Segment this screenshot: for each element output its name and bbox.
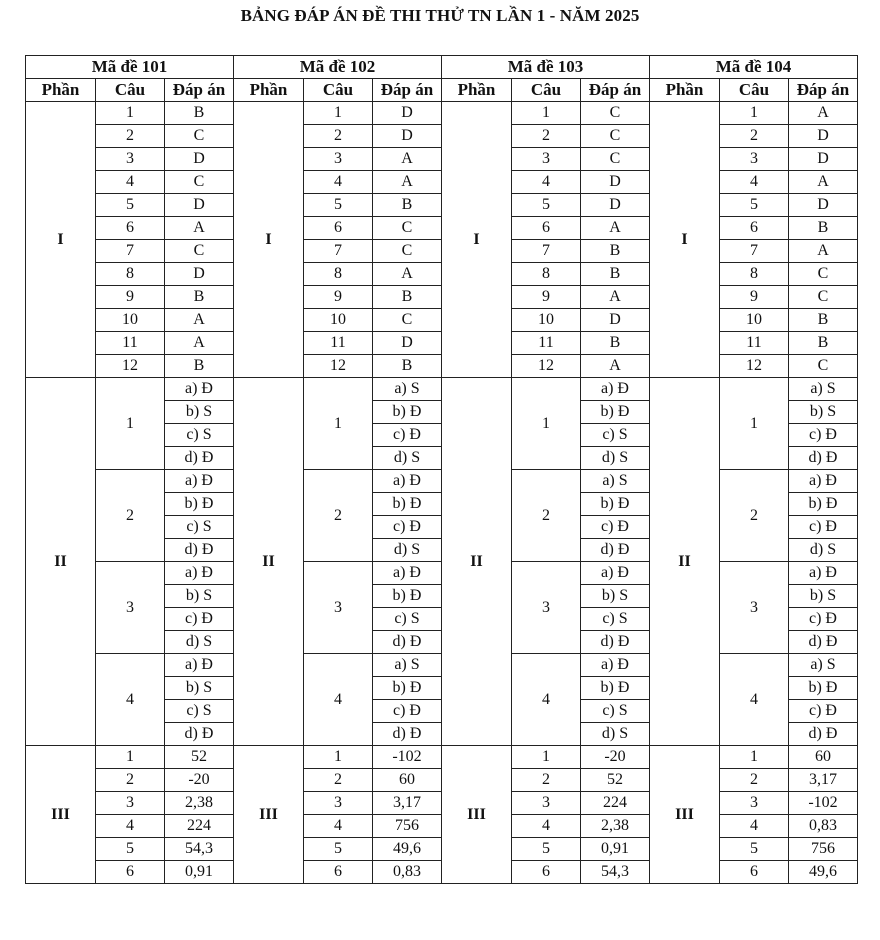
question-number: 9 [304,286,373,309]
true-false-answer: a) S [789,654,858,677]
true-false-answer: c) Đ [789,424,858,447]
question-number: 2 [720,470,789,562]
answer-cell: -102 [373,746,442,769]
question-number: 4 [96,815,165,838]
true-false-answer: a) Đ [789,470,858,493]
true-false-answer: d) S [373,539,442,562]
question-number: 3 [720,148,789,171]
true-false-answer: c) S [581,700,650,723]
answer-cell: C [581,102,650,125]
answer-cell: A [789,240,858,263]
answer-cell: 0,83 [373,861,442,884]
true-false-answer: b) S [165,401,234,424]
true-false-answer: b) Đ [581,401,650,424]
part-label: I [26,102,96,378]
true-false-answer: b) Đ [789,677,858,700]
true-false-answer: c) Đ [581,516,650,539]
answer-cell: B [581,332,650,355]
question-number: 3 [720,562,789,654]
col-header-cau: Câu [512,79,581,102]
question-number: 2 [304,769,373,792]
answer-cell: D [789,148,858,171]
true-false-answer: d) S [373,447,442,470]
answer-cell: 0,91 [581,838,650,861]
question-number: 2 [96,769,165,792]
answer-cell: B [789,332,858,355]
answer-cell: D [373,102,442,125]
question-number: 9 [720,286,789,309]
true-false-answer: d) Đ [581,539,650,562]
true-false-answer: a) Đ [165,378,234,401]
answer-cell: A [581,355,650,378]
answer-cell: C [789,286,858,309]
question-number: 6 [304,217,373,240]
answer-cell: 49,6 [789,861,858,884]
answer-cell: B [789,309,858,332]
answer-cell: D [789,194,858,217]
answer-cell: B [165,286,234,309]
answer-cell: C [165,240,234,263]
true-false-answer: b) S [165,585,234,608]
question-number: 1 [304,102,373,125]
answer-cell: B [373,194,442,217]
answer-cell: A [789,171,858,194]
true-false-answer: a) S [789,378,858,401]
question-number: 3 [304,148,373,171]
true-false-answer: c) Đ [165,608,234,631]
answer-cell: D [373,332,442,355]
question-number: 5 [96,194,165,217]
answer-cell: -102 [789,792,858,815]
question-number: 1 [512,378,581,470]
answer-cell: D [581,171,650,194]
col-header-dap-an: Đáp án [789,79,858,102]
true-false-answer: d) S [581,447,650,470]
question-number: 5 [720,838,789,861]
question-number: 10 [512,309,581,332]
true-false-answer: c) S [373,608,442,631]
question-number: 11 [96,332,165,355]
answer-cell: D [789,125,858,148]
question-number: 4 [96,171,165,194]
answer-cell: 2,38 [165,792,234,815]
true-false-answer: d) S [581,723,650,746]
question-number: 11 [512,332,581,355]
answer-cell: 3,17 [789,769,858,792]
answer-cell: 0,83 [789,815,858,838]
question-number: 10 [720,309,789,332]
col-header-dap-an: Đáp án [581,79,650,102]
question-number: 8 [304,263,373,286]
question-number: 12 [720,355,789,378]
question-number: 1 [96,378,165,470]
question-number: 4 [96,654,165,746]
question-number: 3 [304,792,373,815]
question-number: 7 [720,240,789,263]
answer-cell: A [373,148,442,171]
answer-cell: A [581,286,650,309]
true-false-answer: c) Đ [373,700,442,723]
answer-cell: D [581,309,650,332]
question-number: 2 [304,470,373,562]
true-false-answer: b) Đ [581,677,650,700]
col-header-phan: Phần [234,79,304,102]
part-label: II [26,378,96,746]
true-false-answer: d) Đ [165,723,234,746]
question-number: 3 [512,562,581,654]
true-false-answer: a) Đ [373,562,442,585]
true-false-answer: c) S [165,516,234,539]
part-label: I [442,102,512,378]
true-false-answer: a) Đ [165,562,234,585]
answer-cell: B [581,263,650,286]
true-false-answer: a) Đ [581,562,650,585]
question-number: 4 [720,171,789,194]
exam-code-header: Mã đề 101 [26,56,234,79]
true-false-answer: c) Đ [789,700,858,723]
col-header-dap-an: Đáp án [165,79,234,102]
true-false-answer: d) Đ [373,723,442,746]
question-number: 6 [720,217,789,240]
answer-cell: D [373,125,442,148]
part-label: I [234,102,304,378]
exam-code-header: Mã đề 104 [650,56,858,79]
answer-cell: B [373,286,442,309]
true-false-answer: a) S [581,470,650,493]
question-number: 2 [304,125,373,148]
answer-cell: C [165,125,234,148]
question-number: 5 [96,838,165,861]
true-false-answer: d) S [789,539,858,562]
col-header-dap-an: Đáp án [373,79,442,102]
answer-cell: 756 [373,815,442,838]
true-false-answer: d) Đ [789,723,858,746]
part2-row [26,378,858,401]
question-number: 8 [720,263,789,286]
question-number: 3 [96,562,165,654]
question-number: 5 [720,194,789,217]
answer-cell: B [789,217,858,240]
true-false-answer: a) S [373,378,442,401]
question-number: 9 [512,286,581,309]
answer-cell: 49,6 [373,838,442,861]
answer-cell: C [789,355,858,378]
question-number: 11 [304,332,373,355]
true-false-answer: c) Đ [373,516,442,539]
question-number: 6 [96,861,165,884]
part-label: III [442,746,512,884]
true-false-answer: b) S [789,401,858,424]
question-number: 4 [720,815,789,838]
true-false-answer: c) Đ [373,424,442,447]
exam-code-header: Mã đề 102 [234,56,442,79]
true-false-answer: b) Đ [165,493,234,516]
answer-cell: -20 [581,746,650,769]
question-number: 1 [512,102,581,125]
col-header-cau: Câu [96,79,165,102]
true-false-answer: a) S [373,654,442,677]
question-number: 2 [96,125,165,148]
true-false-answer: b) Đ [373,677,442,700]
question-number: 6 [96,217,165,240]
question-number: 5 [304,194,373,217]
true-false-answer: a) Đ [581,378,650,401]
part-label: II [650,378,720,746]
question-number: 4 [304,815,373,838]
question-number: 4 [512,171,581,194]
question-number: 6 [512,217,581,240]
true-false-answer: b) Đ [789,493,858,516]
true-false-answer: a) Đ [373,470,442,493]
question-number: 12 [512,355,581,378]
question-number: 5 [512,838,581,861]
answer-cell: C [373,240,442,263]
answer-cell: A [165,217,234,240]
true-false-answer: a) Đ [165,470,234,493]
part-label: III [650,746,720,884]
answer-cell: 54,3 [581,861,650,884]
answer-cell: 0,91 [165,861,234,884]
exam-code-header-row [26,56,858,79]
question-number: 8 [96,263,165,286]
question-number: 6 [720,861,789,884]
answer-cell: 60 [373,769,442,792]
part1-row [26,102,858,125]
question-number: 4 [720,654,789,746]
true-false-answer: c) Đ [789,516,858,539]
col-header-cau: Câu [720,79,789,102]
question-number: 9 [96,286,165,309]
true-false-answer: d) Đ [165,447,234,470]
question-number: 3 [512,792,581,815]
true-false-answer: b) Đ [373,493,442,516]
answer-cell: C [581,148,650,171]
question-number: 3 [512,148,581,171]
true-false-answer: c) S [165,424,234,447]
question-number: 2 [720,125,789,148]
answer-cell: C [373,217,442,240]
part-label: II [234,378,304,746]
question-number: 5 [304,838,373,861]
question-number: 3 [96,792,165,815]
col-header-cau: Câu [304,79,373,102]
question-number: 2 [512,125,581,148]
answer-cell: B [373,355,442,378]
true-false-answer: c) S [165,700,234,723]
part-label: II [442,378,512,746]
true-false-answer: b) S [165,677,234,700]
question-number: 4 [512,815,581,838]
answer-cell: C [165,171,234,194]
answer-key-body [26,102,858,884]
question-number: 1 [96,746,165,769]
question-number: 6 [512,861,581,884]
question-number: 1 [304,746,373,769]
question-number: 1 [304,378,373,470]
question-number: 4 [304,171,373,194]
question-number: 11 [720,332,789,355]
true-false-answer: d) Đ [789,447,858,470]
question-number: 3 [96,148,165,171]
answer-cell: D [581,194,650,217]
part-label: III [234,746,304,884]
true-false-answer: b) S [789,585,858,608]
question-number: 1 [720,378,789,470]
answer-cell: 756 [789,838,858,861]
col-header-phan: Phần [442,79,512,102]
question-number: 2 [96,470,165,562]
answer-cell: B [165,102,234,125]
question-number: 6 [304,861,373,884]
answer-cell: A [373,263,442,286]
question-number: 5 [512,194,581,217]
answer-key-table [25,55,858,884]
true-false-answer: b) Đ [581,493,650,516]
true-false-answer: b) S [581,585,650,608]
true-false-answer: a) Đ [789,562,858,585]
question-number: 2 [512,769,581,792]
answer-cell: 54,3 [165,838,234,861]
question-number: 7 [304,240,373,263]
answer-cell: A [789,102,858,125]
answer-cell: 60 [789,746,858,769]
question-number: 4 [512,654,581,746]
part-label: I [650,102,720,378]
true-false-answer: d) Đ [789,631,858,654]
question-number: 12 [96,355,165,378]
answer-cell: 3,17 [373,792,442,815]
question-number: 7 [512,240,581,263]
true-false-answer: a) Đ [581,654,650,677]
answer-cell: B [165,355,234,378]
answer-cell: B [581,240,650,263]
answer-cell: D [165,263,234,286]
question-number: 10 [304,309,373,332]
page-title: BẢNG ĐÁP ÁN ĐỀ THI THỬ TN LẦN 1 - NĂM 2025 [240,6,640,25]
true-false-answer: b) Đ [373,585,442,608]
question-number: 4 [304,654,373,746]
question-number: 10 [96,309,165,332]
true-false-answer: d) Đ [581,631,650,654]
column-header-row [26,79,858,102]
col-header-phan: Phần [26,79,96,102]
true-false-answer: d) Đ [165,539,234,562]
answer-cell: 224 [165,815,234,838]
question-number: 12 [304,355,373,378]
true-false-answer: d) S [165,631,234,654]
part3-row [26,746,858,769]
question-number: 7 [96,240,165,263]
exam-code-header: Mã đề 103 [442,56,650,79]
true-false-answer: d) Đ [373,631,442,654]
answer-cell: C [789,263,858,286]
answer-cell: A [165,332,234,355]
true-false-answer: a) Đ [165,654,234,677]
answer-cell: D [165,148,234,171]
question-number: 1 [512,746,581,769]
true-false-answer: b) Đ [373,401,442,424]
answer-cell: 52 [581,769,650,792]
true-false-answer: c) Đ [789,608,858,631]
true-false-answer: c) S [581,424,650,447]
answer-cell: 52 [165,746,234,769]
col-header-phan: Phần [650,79,720,102]
question-number: 8 [512,263,581,286]
question-number: 2 [512,470,581,562]
question-number: 3 [304,562,373,654]
question-number: 1 [96,102,165,125]
answer-cell: 2,38 [581,815,650,838]
answer-cell: C [581,125,650,148]
answer-cell: 224 [581,792,650,815]
question-number: 1 [720,102,789,125]
answer-cell: A [581,217,650,240]
answer-cell: -20 [165,769,234,792]
answer-cell: D [165,194,234,217]
answer-cell: A [165,309,234,332]
part-label: III [26,746,96,884]
answer-cell: A [373,171,442,194]
answer-cell: C [373,309,442,332]
question-number: 2 [720,769,789,792]
true-false-answer: c) S [581,608,650,631]
question-number: 1 [720,746,789,769]
question-number: 3 [720,792,789,815]
